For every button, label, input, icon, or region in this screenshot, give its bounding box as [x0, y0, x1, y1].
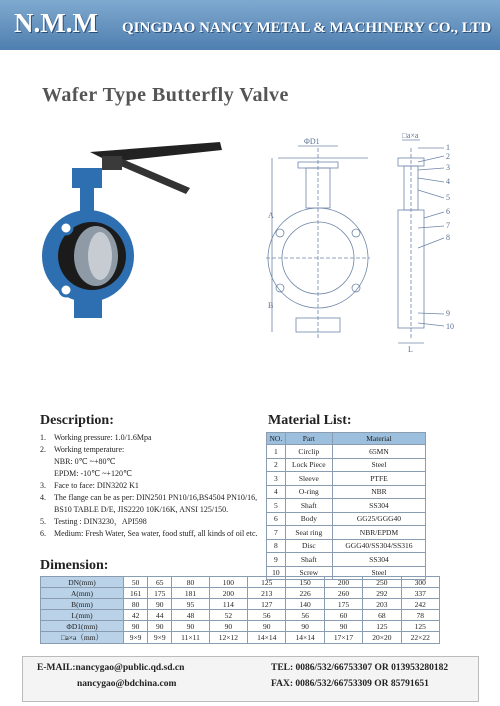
table-cell: 9×9	[124, 632, 148, 644]
table-row	[41, 621, 440, 632]
callout-5: 5	[446, 193, 450, 202]
table-cell: 56	[286, 610, 324, 621]
table-cell: 140	[286, 599, 324, 610]
callout-4: 4	[446, 177, 450, 186]
fax-line: FAX: 0086/532/66753309 OR 85791651	[271, 679, 429, 689]
description-heading: Description:	[40, 413, 114, 428]
table-row: 8 Disc GGG40/SS304/SS316	[267, 539, 426, 553]
table-cell: 213	[248, 588, 286, 599]
label-l: L	[408, 345, 413, 354]
table-cell: 17×17	[324, 632, 362, 644]
bottom-lug	[74, 298, 102, 318]
table-cell: 200	[324, 577, 362, 588]
table-cell: 250	[363, 577, 401, 588]
valve-photo	[50, 128, 240, 338]
handle-base	[102, 156, 122, 170]
row-label: □a×a（mm）	[41, 632, 124, 644]
col-header: Part	[285, 433, 332, 445]
material-heading: Material List:	[268, 413, 352, 428]
description-list	[40, 432, 270, 540]
table-cell: 78	[401, 610, 439, 621]
tel-line: TEL: 0086/532/66753307 OR 013953280182	[271, 663, 449, 673]
label-od: ΦD1	[304, 137, 320, 146]
table-cell: 337	[401, 588, 439, 599]
list-item: 6. Medium: Fresh Water, Sea water, food stuff, all kinds of oil etc.	[40, 529, 258, 538]
table-cell: 125	[363, 621, 401, 632]
table-cell: 150	[286, 577, 324, 588]
row-label: B(mm)	[41, 599, 124, 610]
table-cell: 260	[324, 588, 362, 599]
list-item: 5. Testing : DIN3230，API598	[40, 517, 147, 526]
table-cell: 181	[172, 588, 209, 599]
table-cell: 90	[286, 621, 324, 632]
table-cell: 90	[148, 621, 172, 632]
table-row: 5 Shaft SS304	[267, 499, 426, 513]
table-row: 3 Sleeve PTFE	[267, 472, 426, 486]
disc-highlight	[88, 232, 112, 280]
material-table	[266, 432, 426, 580]
top-flange	[72, 168, 102, 188]
table-row: 2 Lock Piece Steel	[267, 458, 426, 472]
table-cell: 80	[172, 577, 209, 588]
dimension-table	[40, 576, 440, 644]
table-cell: 42	[124, 610, 148, 621]
table-cell: 60	[324, 610, 362, 621]
list-item: 4. The flange can be as per: DIN2501 PN10/16,BS4504 PN10/16,	[40, 493, 258, 502]
table-row	[41, 610, 440, 621]
table-cell: 90	[124, 621, 148, 632]
table-cell: 175	[324, 599, 362, 610]
table-cell: 200	[209, 588, 247, 599]
email-line-2: nancygao@bdchina.com	[77, 679, 177, 689]
brand-logo-text: N.M.M	[14, 8, 98, 38]
callout-7: 7	[446, 221, 450, 230]
table-cell: 68	[363, 610, 401, 621]
table-cell: 50	[124, 577, 148, 588]
table-cell: 56	[248, 610, 286, 621]
table-cell: 80	[124, 599, 148, 610]
table-cell: 20×20	[363, 632, 401, 644]
table-cell: 161	[124, 588, 148, 599]
row-label: ΦD1(mm)	[41, 621, 124, 632]
table-cell: 292	[363, 588, 401, 599]
table-cell: 95	[172, 599, 209, 610]
list-item: NBR: 0℃ ~+80℃	[54, 457, 116, 466]
table-row	[41, 588, 440, 599]
table-row	[41, 632, 440, 644]
label-b: B	[268, 301, 274, 310]
lever-trigger	[116, 158, 190, 194]
lug-hole	[60, 222, 72, 234]
table-cell: 90	[148, 599, 172, 610]
table-cell: 300	[401, 577, 439, 588]
list-item: BS10 TABLE D/E, JIS2220 10K/16K, ANSI 125/150.	[54, 505, 229, 514]
callout-6: 6	[446, 207, 450, 216]
table-cell: 125	[401, 621, 439, 632]
table-row: 4 O-ring NBR	[267, 485, 426, 499]
table-cell: 12×12	[209, 632, 247, 644]
table-row: 9 Shaft SS304	[267, 553, 426, 567]
email-line-1: E-MAIL:nancygao@public.qd.sd.cn	[37, 663, 185, 673]
table-cell: 242	[401, 599, 439, 610]
company-name: QINGDAO NANCY METAL & MACHINERY CO., LTD	[122, 20, 492, 36]
table-cell: 9×9	[148, 632, 172, 644]
lug-hole	[60, 284, 72, 296]
product-title: Wafer Type Butterfly Valve	[42, 84, 289, 106]
table-row: 7 Seat ring NBR/EPDM	[267, 526, 426, 540]
table-cell: 226	[286, 588, 324, 599]
callout-1: 1	[446, 143, 450, 152]
table-cell: 22×22	[401, 632, 439, 644]
callout-2: 2	[446, 152, 450, 161]
table-cell: 90	[324, 621, 362, 632]
list-item: EPDM: -10℃ ~+120℃	[54, 469, 132, 478]
label-square: □a×a	[402, 131, 419, 140]
table-cell: 90	[172, 621, 209, 632]
table-cell: 52	[209, 610, 247, 621]
table-cell: 127	[248, 599, 286, 610]
table-cell: 48	[172, 610, 209, 621]
table-cell: 44	[148, 610, 172, 621]
table-row: 1 Circlip 65MN	[267, 445, 426, 459]
dimension-heading: Dimension:	[40, 558, 109, 573]
table-cell: 90	[248, 621, 286, 632]
table-cell: 114	[209, 599, 247, 610]
list-item: 2. Working temperature:	[40, 445, 125, 454]
col-header: Material	[332, 433, 425, 445]
callout-10: 10	[446, 322, 454, 331]
label-a: A	[268, 211, 274, 220]
list-item: 3. Face to face: DIN3202 K1	[40, 481, 139, 490]
table-header-row	[267, 433, 426, 445]
table-row	[41, 599, 440, 610]
table-cell: 100	[209, 577, 247, 588]
header-banner	[0, 0, 500, 50]
table-cell: 14×14	[248, 632, 286, 644]
col-header: NO.	[267, 433, 286, 445]
technical-drawing	[268, 131, 474, 358]
row-label: DN(mm)	[41, 577, 124, 588]
table-cell: 14×14	[286, 632, 324, 644]
table-cell: 203	[363, 599, 401, 610]
table-cell: 90	[209, 621, 247, 632]
table-cell: 125	[248, 577, 286, 588]
contact-footer	[22, 656, 479, 702]
callout-8: 8	[446, 233, 450, 242]
table-row: 6 Body GG25/GGG40	[267, 512, 426, 526]
list-item: 1. Working pressure: 1.0/1.6Mpa	[40, 433, 152, 442]
table-row: 10 Screw Steel	[267, 566, 426, 580]
table-cell: 175	[148, 588, 172, 599]
table-row	[41, 577, 440, 588]
callout-9: 9	[446, 309, 450, 318]
table-cell: 11×11	[172, 632, 209, 644]
table-cell: 65	[148, 577, 172, 588]
row-label: L(mm)	[41, 610, 124, 621]
row-label: A(mm)	[41, 588, 124, 599]
callout-3: 3	[446, 163, 450, 172]
